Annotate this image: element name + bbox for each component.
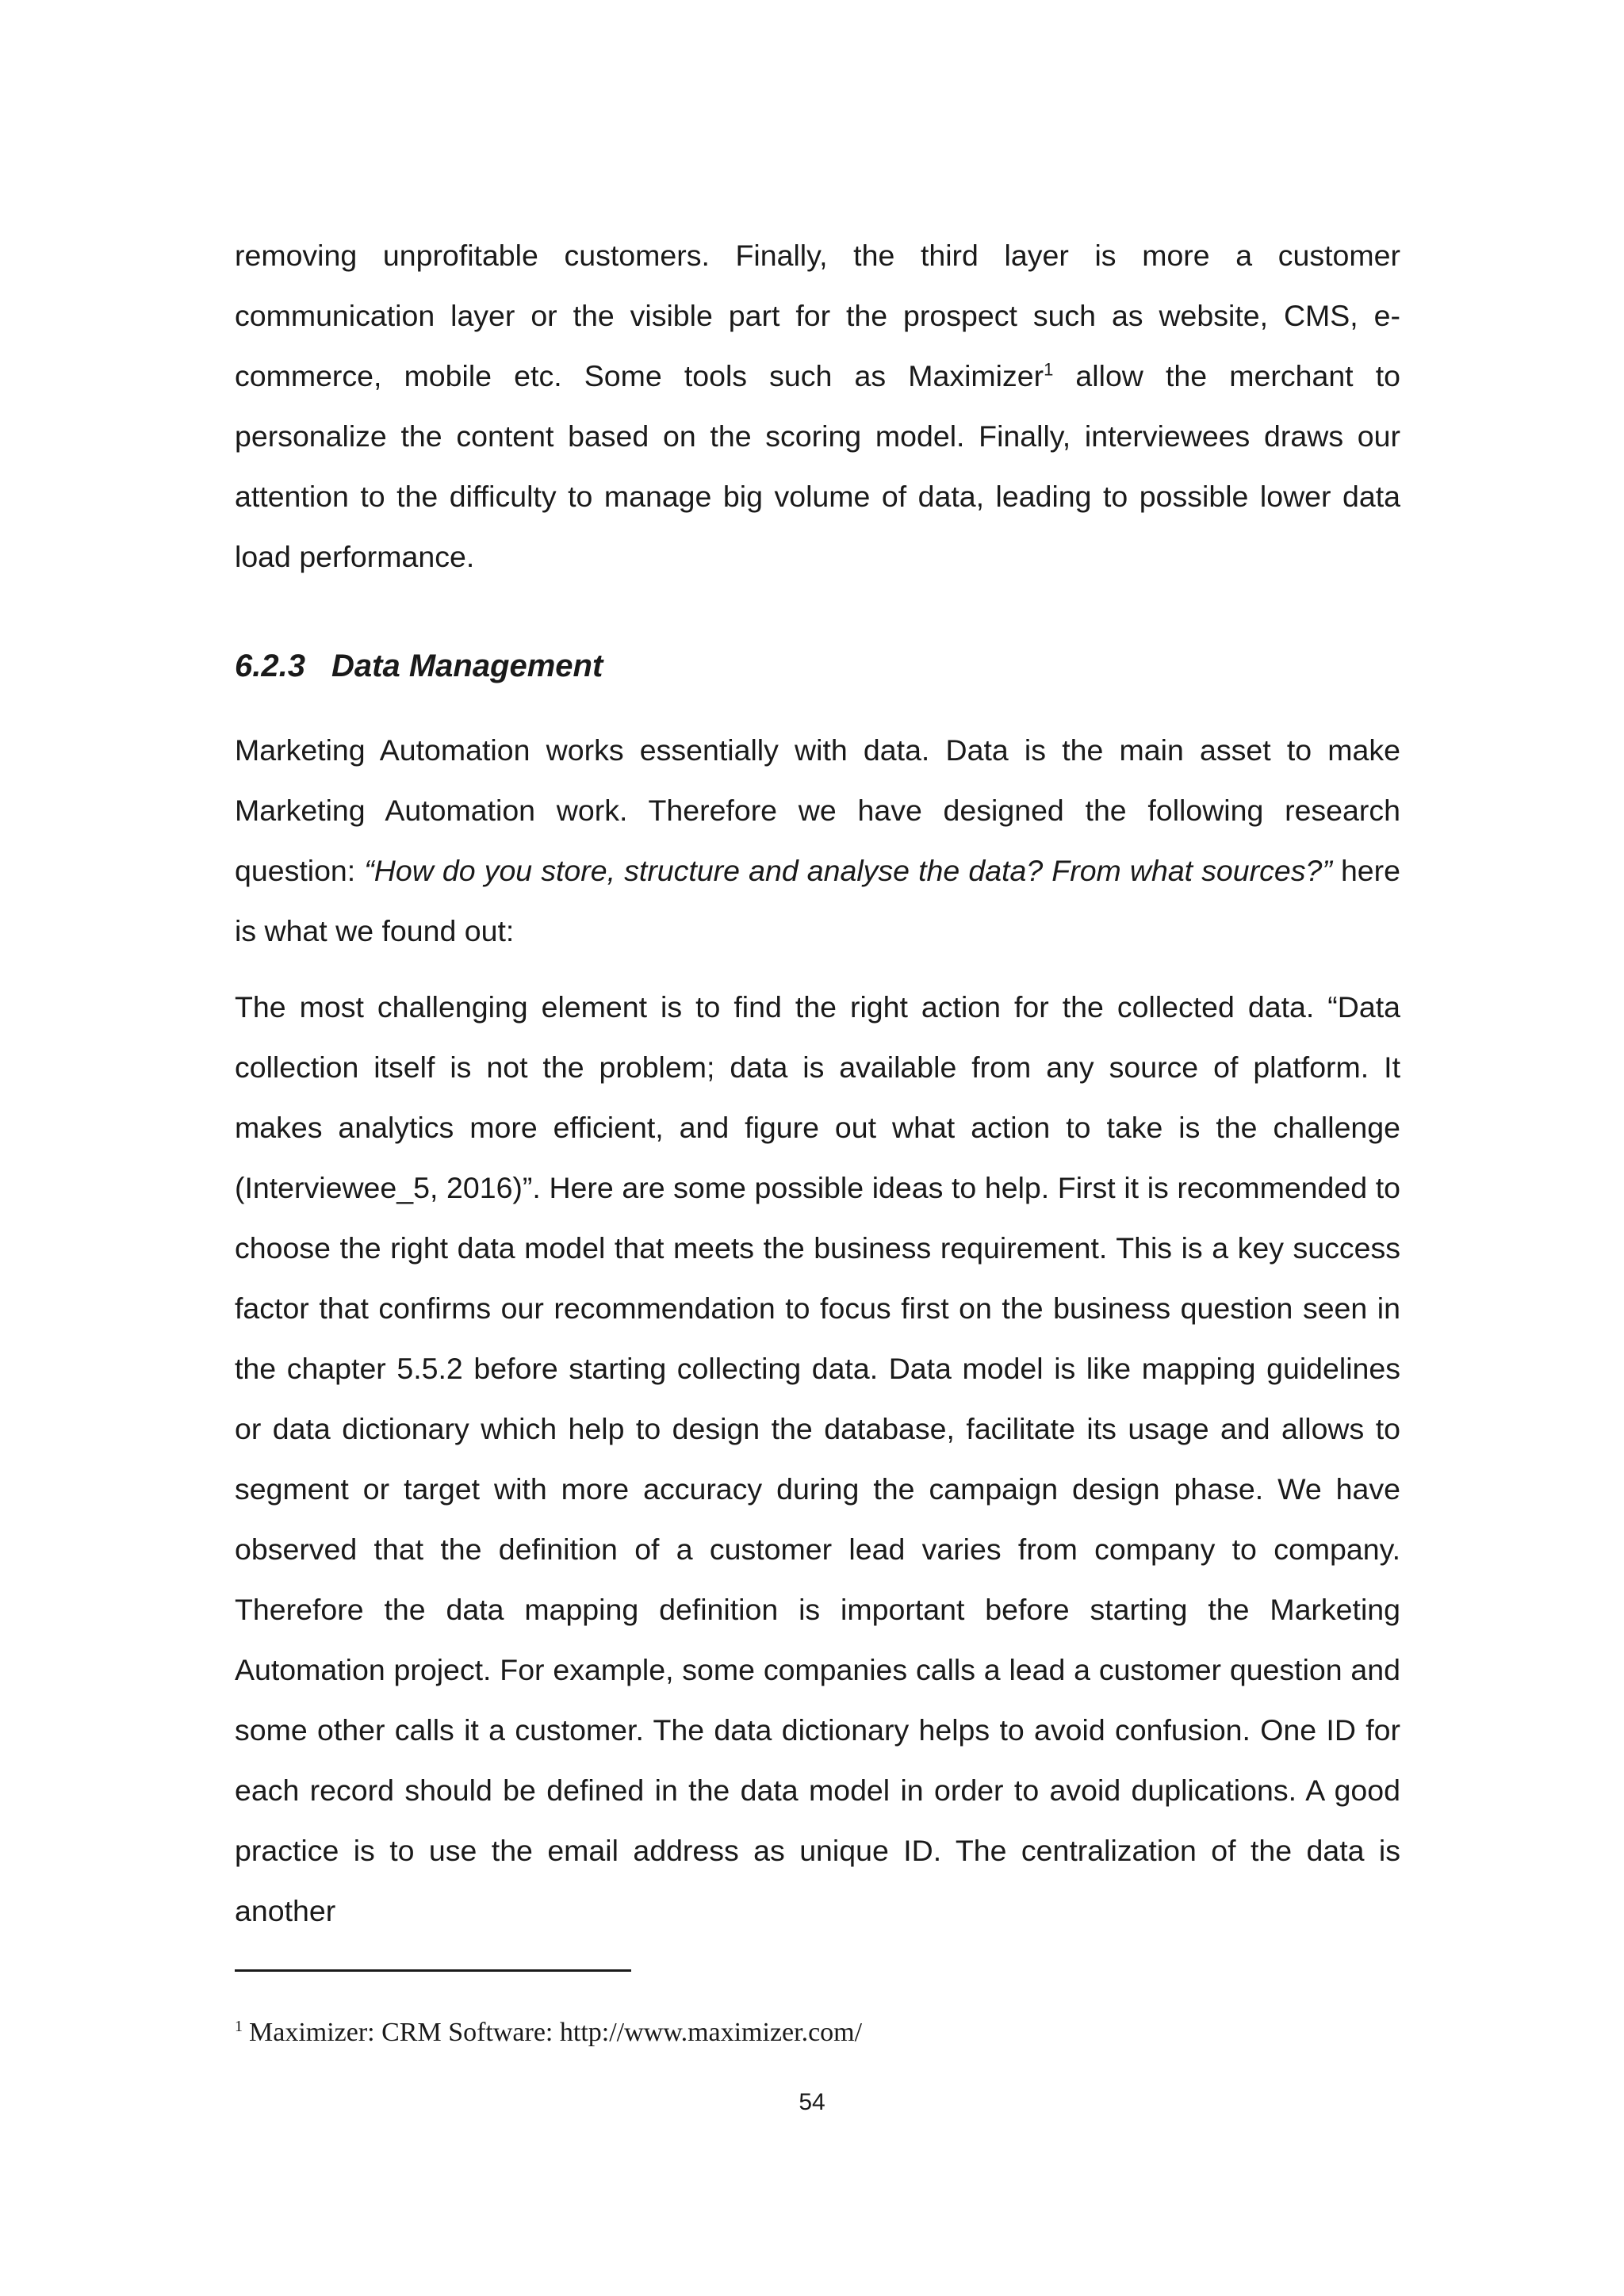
footnote-mark: 1 [235,2017,243,2035]
paragraph-customer-layers [235,225,1400,587]
paragraph-research-question [235,720,1400,961]
footnote-reference: 1 [1044,359,1054,380]
paragraph-text: here is what we found out: [235,854,1400,947]
footnote-separator [235,1969,631,1972]
paragraph-data-challenges: The most challenging element is to find the right action for the collected data. “Data collection itself is not the problem; data is available from any source of platform. It makes analytics more efficient, and figure out what action to take is the challenge (Interviewee_5, 2016)”. Here are some possible ideas to help. First it is recommended to choose the right data model that meets the business requirement. This is a key success factor that confirms our recommendation to focus first on the business question seen in the chapter 5.5.2 before starting collecting data. Data model is like mapping guidelines or data dictionary which help to design the database, facilitate its usage and allows to segment or target with more accuracy during the campaign design phase. We have observed that the definition of a customer lead varies from company to company. Therefore the data mapping definition is important before starting the Marketing Automation project. For example, some companies calls a lead a customer question and some other calls it a customer. The data dictionary helps to avoid confusion. One ID for each record should be defined in the data model in order to avoid duplications. A good practice is to use the email address as unique ID. The centralization of the data is another [235,990,1400,1927]
section-title: Data Management [331,649,603,683]
section-number: 6.2.3 [235,649,305,683]
footnote [235,2014,862,2052]
paragraph-text: removing unprofitable customers. Finally, the third layer is more a customer communication layer or the visible part for the prospect such as website, CMS, e-commerce, mobile etc. Some tools such as Maximizer [235,239,1400,392]
footnote-text: Maximizer: CRM Software: http://www.maximizer.com/ [249,2018,863,2047]
research-question-quote: “How do you store, structure and analyse the data? From what sources?” [364,854,1332,887]
page-number: 54 [799,2089,825,2115]
section-heading [235,641,603,691]
paragraph-text: Marketing Automation works essentially with data. Data is the main asset to make Marketing Automation work. Therefore we have designed the following research question: [235,733,1400,887]
paragraph-text: allow the merchant to personalize the content based on the scoring model. Finally, interviewees draws our attention to the difficulty to manage big volume of data, leading to possible lower data load performance. [235,359,1400,573]
